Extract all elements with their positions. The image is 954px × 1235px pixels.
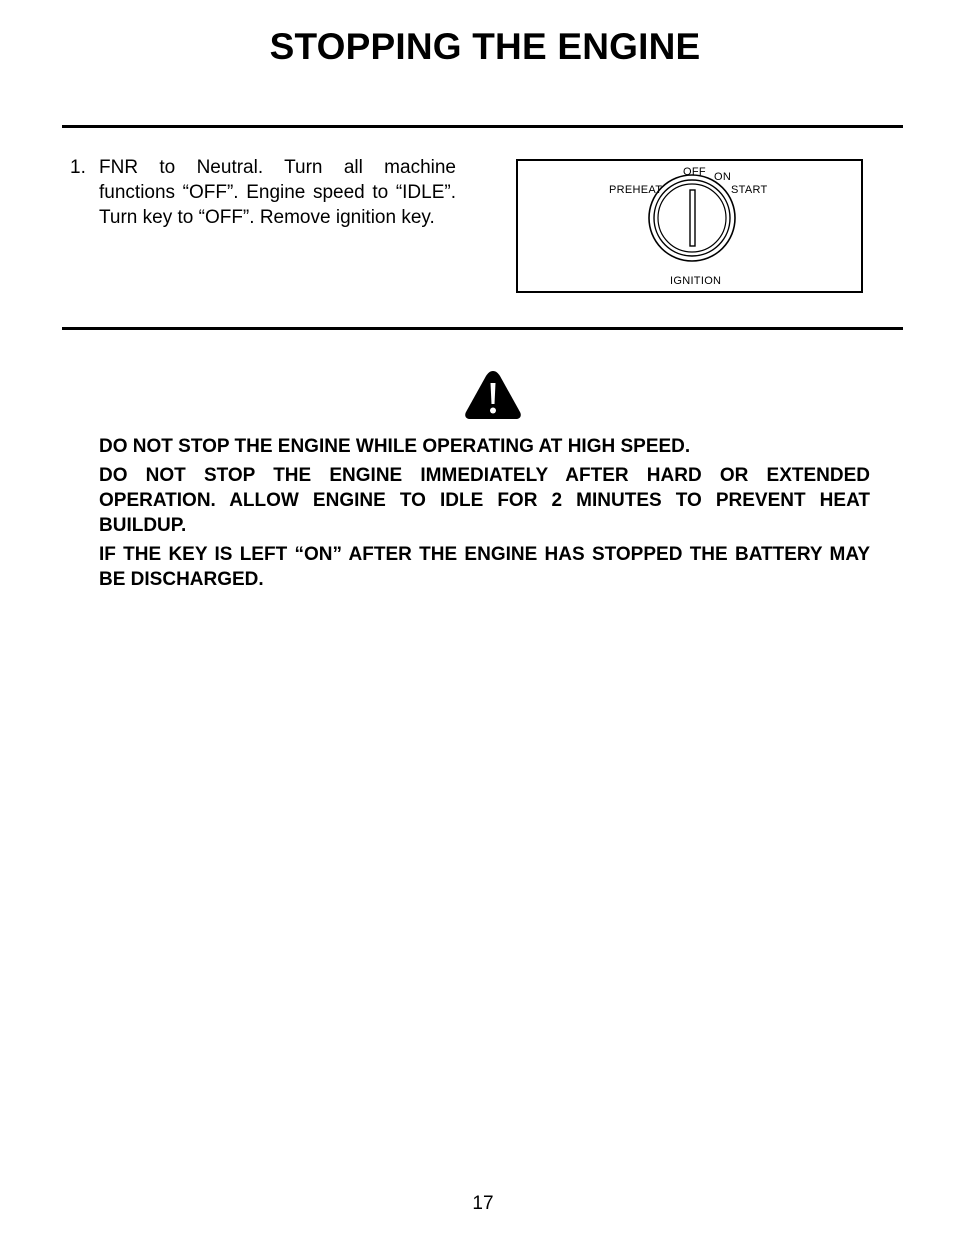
warning-triangle-icon (463, 369, 523, 421)
step-text: FNR to Neutral. Turn all machine functions “OFF”. Engine speed to “IDLE”. Turn key to “OFF”. Remove ignition key. (99, 157, 456, 228)
page-title: STOPPING THE ENGINE (269, 26, 701, 67)
page-number: 17 (472, 1193, 494, 1214)
ignition-switch-diagram (516, 159, 863, 293)
ignition-label-start: START (731, 184, 768, 196)
ignition-switch-icon (518, 161, 861, 291)
ignition-label-ignition: IGNITION (670, 275, 722, 287)
ignition-label-preheat: PREHEAT (609, 184, 663, 196)
ignition-label-off: OFF (683, 166, 706, 178)
ignition-label-on: ON (714, 171, 732, 183)
warning-text (99, 434, 870, 596)
step-1 (70, 155, 456, 230)
warning-line-1: DO NOT STOP THE ENGINE WHILE OPERATING AT HIGH SPEED. (99, 436, 691, 457)
step-number: 1. (70, 157, 86, 178)
warning-line-3: IF THE KEY IS LEFT “ON” AFTER THE ENGINE HAS STOPPED THE BATTERY MAY BE DISCHARGED. (99, 544, 870, 590)
bottom-divider (62, 327, 903, 330)
warning-line-2: DO NOT STOP THE ENGINE IMMEDIATELY AFTER HARD OR EXTENDED OPERATION. ALLOW ENGINE TO IDLE FOR 2 MINUTES TO PREVENT HEAT BUILDUP. (99, 465, 870, 536)
top-divider (62, 125, 903, 128)
